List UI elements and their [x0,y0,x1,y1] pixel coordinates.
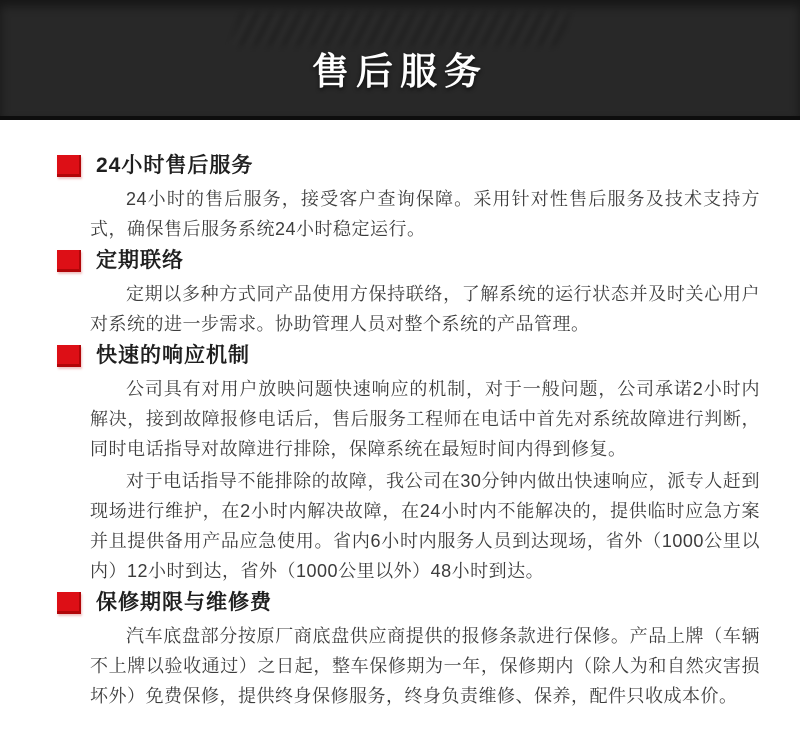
section-24h-service [57,153,762,244]
section-regular-contact [57,248,762,339]
page-header [0,0,800,120]
section-heading-row [57,590,762,616]
section-title: 保修期限与维修费 [96,591,272,614]
section-paragraph: 汽车底盘部分按原厂商底盘供应商提供的报修条款进行保修。产品上牌（车辆不上牌以验收通过）之日起，整车保修期为一年，保修期内（除人为和自然灾害损坏外）免费保修，提供终身保修服务，终身负责维修、保养，配件只收成本价。 [90,626,760,706]
section-paragraph: 公司具有对用户放映问题快速响应的机制，对于一般问题，公司承诺2小时内解决，接到故障报修电话后，售后服务工程师在电话中首先对系统故障进行判断，同时电话指导对故障进行排除，保障系统在最短时间内得到修复。 [90,379,760,459]
section-title: 定期联络 [96,249,184,272]
section-fast-response [57,343,762,586]
red-square-bullet-icon [57,345,81,367]
red-square-bullet-icon [57,592,81,614]
section-paragraph: 定期以多种方式同产品使用方保持联络，了解系统的运行状态并及时关心用户对系统的进一步需求。协助管理人员对整个系统的产品管理。 [90,284,760,334]
section-title: 24小时售后服务 [96,154,254,177]
section-heading-row [57,343,762,369]
page-title: 售后服务 [312,51,488,92]
red-square-bullet-icon [57,250,81,272]
page-content [0,120,800,711]
section-paragraph: 24小时的售后服务，接受客户查询保障。采用针对性售后服务及技术支持方式，确保售后服务系统24小时稳定运行。 [90,189,760,239]
section-paragraph: 对于电话指导不能排除的故障，我公司在30分钟内做出快速响应，派专人赶到现场进行维护，在2小时内解决故障，在24小时内不能解决的，提供临时应急方案并且提供备用产品应急使用。省内6小时内服务人员到达现场，省外（1000公里以内）12小时到达，省外（1000公里以外）48小时到达。 [90,471,760,581]
section-heading-row [57,248,762,274]
section-title: 快速的响应机制 [96,344,250,367]
section-warranty [57,590,762,711]
section-heading-row [57,153,762,179]
red-square-bullet-icon [57,155,81,177]
